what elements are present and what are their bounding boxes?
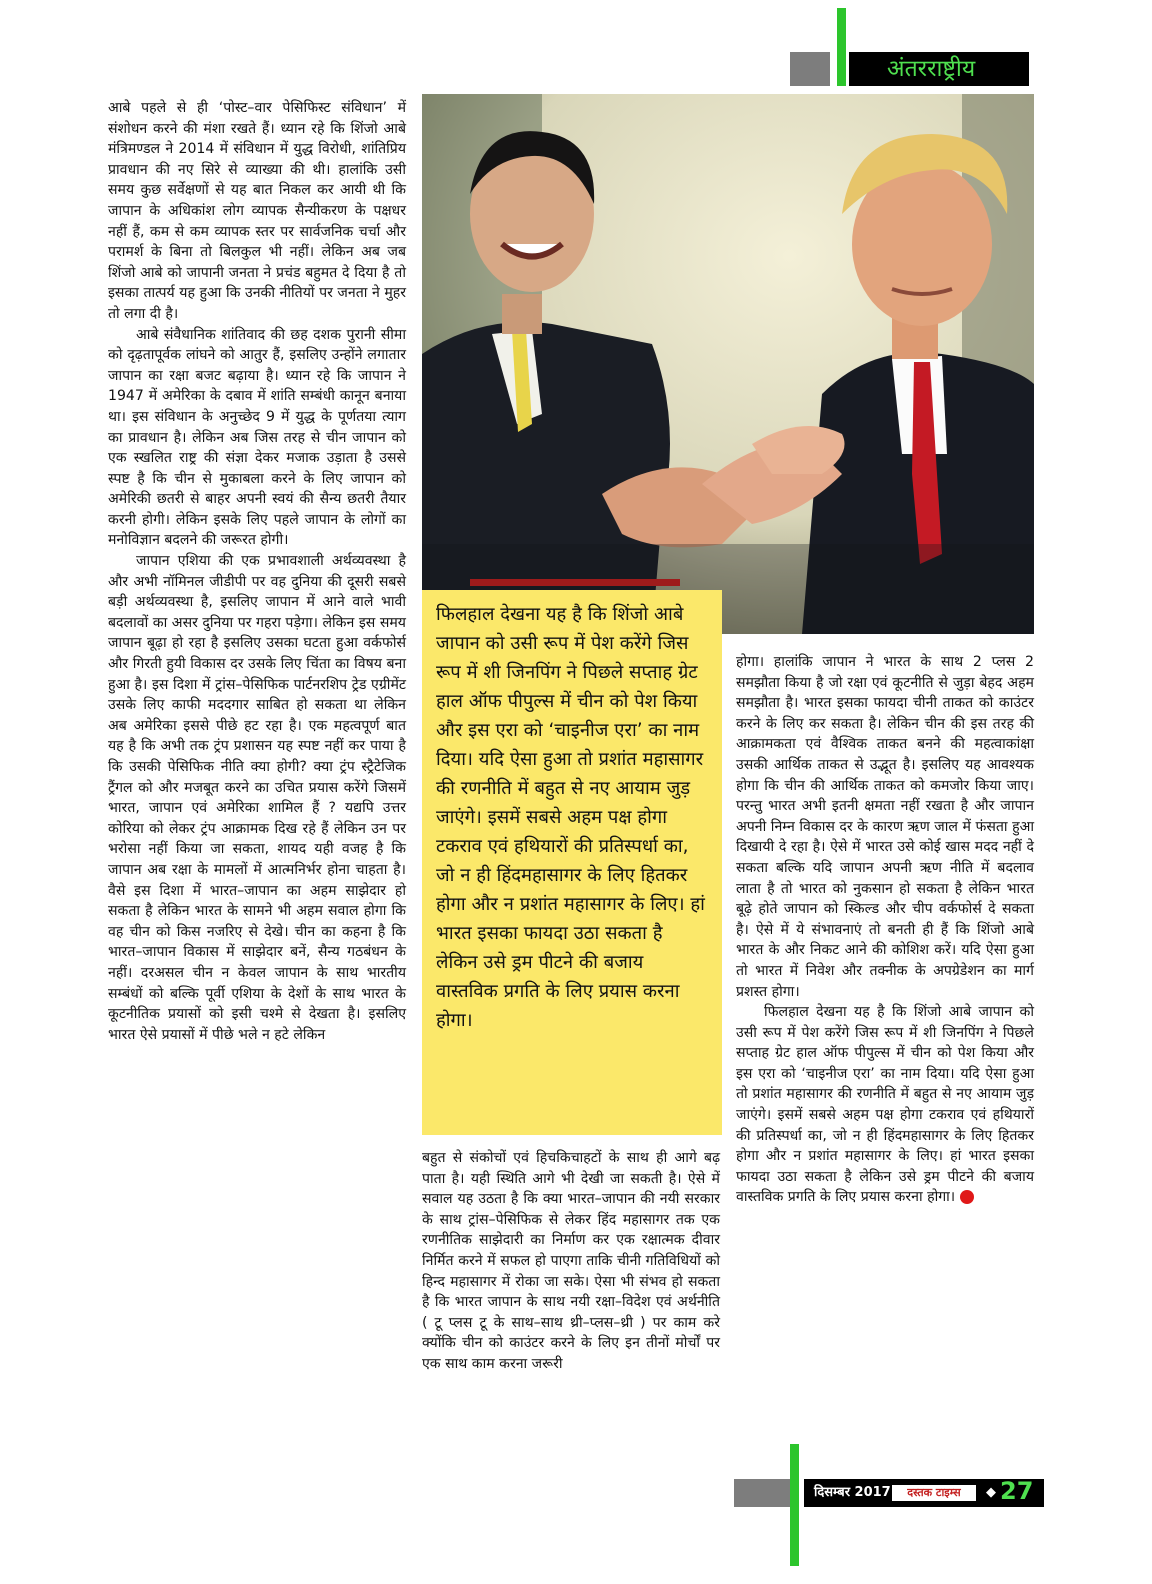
article-column-2 bbox=[422, 1148, 720, 1375]
section-header bbox=[849, 52, 1029, 86]
paragraph-final bbox=[736, 1002, 1034, 1208]
issue-date: दिसम्बर 2017 bbox=[814, 1485, 891, 1500]
pull-quote bbox=[422, 590, 722, 1135]
article-column-1 bbox=[108, 98, 406, 1045]
footer-gray-block bbox=[734, 1479, 794, 1507]
magazine-logo: दस्तक टाइम्स bbox=[892, 1485, 976, 1501]
paragraph: होगा। हालांकि जापान ने भारत के साथ 2 प्लस 2 समझौता किया है जो रक्षा एवं कूटनीति से जुड़ा बेहद अहम समझौता है। भारत इसका फायदा चीनी ताकत को काउंटर करने के लिए कर सकता है। लेकिन चीन की इस तरह की आक्रामकता एवं वैश्विक ताकत बनने की महत्वाकांक्षा उसकी आर्थिक ताकत से उद्भूत है। इसलिए यह आवश्यक होगा कि चीन की आर्थिक ताकत को कमजोर किया जाए। परन्तु भारत अभी इतनी क्षमता नहीं रखता है और जापान अपनी निम्न विकास दर के कारण ऋण जाल में फंसता हुआ दिखायी दे रहा है। ऐसे में भारत उसे कोई खास मदद नहीं दे सकता बल्कि यदि जापान अपनी ऋण नीति में बदलाव लाता है तो भारत को नुकसान हो सकता है लेकिन भारत बूढ़े होते जापान को स्किल्ड और चीप वर्कफोर्स दे सकता है। ऐसे में ये संभावनाएं तो बनती ही हैं कि शिंजो आबे भारत के और निकट आने की कोशिश करें। यदि ऐसा हुआ तो भारत में निवेश और तक्नीक के अपग्रेडेशन का मार्ग प्रशस्त होगा। bbox=[736, 654, 1034, 1000]
paragraph-text: फिलहाल देखना यह है कि शिंजो आबे जापान को उसी रूप में पेश करेंगे जिस रूप में शी जिनपिंग ने पिछले सप्ताह ग्रेट हाल ऑफ पीपुल्स में चीन को पेश किया और इस एरा को ‘चाइनीज एरा’ का नाम दिया। यदि ऐसा हुआ तो प्रशांत महासागर की रणनीति में बहुत से नए आयाम जुड़ जाएंगे। इसमें सबसे अहम पक्ष होगा टकराव एवं हथियारों की प्रतिस्पर्धा का, जो न ही हिंदमहासागर के लिए हितकर होगा और न प्रशांत महासागर के लिए। हां भारत इसका फायदा उठा सकता है लेकिन उसे ड्रम पीटने की बजाय वास्तविक प्रगति के लिए प्रयास करना होगा। bbox=[736, 1004, 1034, 1206]
separator-icon: ◆ bbox=[986, 1485, 996, 1500]
section-title: अंतरराष्ट्रीय bbox=[887, 56, 976, 82]
header-accent-bar bbox=[837, 8, 846, 86]
paragraph: आबे पहले से ही ‘पोस्ट–वार पेसिफिस्ट संविधान’ में संशोधन करने की मंशा रखते हैं। ध्यान रहे कि शिंजो आबे मंत्रिमण्डल ने 2014 में संविधान में युद्ध विरोधी, शांतिप्रिय प्रावधान की नए सिरे से व्याख्या की थी। हालांकि उसी समय कुछ सर्वेक्षणों से यह बात निकल कर आयी थी कि जापान के अधिकांश लोग व्यापक सैन्यीकरण के पक्षधर नहीं हैं, कम से कम व्यापक स्तर पर सार्वजनिक चर्चा और परामर्श के बिना तो बिलकुल भी नहीं। लेकिन अब जब शिंजो आबे को जापानी जनता ने प्रचंड बहुमत दे दिया है तो इसका तात्पर्य यह हुआ कि उनकी नीतियों पर जनता ने मुहर तो लगा दी है। bbox=[108, 100, 406, 322]
pull-quote-text: फिलहाल देखना यह है कि शिंजो आबे जापान को उसी रूप में पेश करेंगे जिस रूप में शी जिनपिंग ने पिछले सप्ताह ग्रेट हाल ऑफ पीपुल्स में चीन को पेश किया और इस एरा को ‘चाइनीज एरा’ का नाम दिया। यदि ऐसा हुआ तो प्रशांत महासागर की रणनीति में बहुत से नए आयाम जुड़ जाएंगे। इसमें सबसे अहम पक्ष होगा टकराव एवं हथियारों की प्रतिस्पर्धा का, जो न ही हिंदमहासागर के लिए हितकर होगा और न प्रशांत महासागर के लिए। हां भारत इसका फायदा उठा सकता है लेकिन उसे ड्रम पीटने की बजाय वास्तविक प्रगति के लिए प्रयास करना होगा। bbox=[436, 604, 705, 1031]
header-gray-block bbox=[790, 52, 830, 86]
paragraph: बहुत से संकोचों एवं हिचकिचाहटों के साथ ही आगे बढ़ पाता है। यही स्थिति आगे भी देखी जा सकती है। ऐसे में सवाल यह उठता है कि क्या भारत–जापान की नयी सरकार के साथ ट्रांस–पेसिफिक से लेकर हिंद महासागर तक एक रणनीतिक साझेदारी का निर्माण कर एक रक्षात्मक दीवार निर्मित करने में सफल हो पाएगा ताकि चीनी गतिविधियों को हिन्द महासागर में रोका जा सके। ऐसा भी संभव हो सकता है कि भारत जापान के साथ नयी रक्षा–विदेश एवं अर्थनीति ( टू प्लस टू के साथ–साथ थ्री–प्लस–थ्री ) पर काम करे क्योंकि चीन को काउंटर करने के लिए इन तीनों मोर्चों पर एक साथ काम करना जरूरी bbox=[422, 1150, 720, 1372]
page-number: 27 bbox=[1000, 1477, 1034, 1505]
paragraph: आबे संवैधानिक शांतिवाद की छह दशक पुरानी सीमा को दृढ़तापूर्वक लांघने को आतुर हैं, इसलिए उन्होंने लगातार जापान का रक्षा बजट बढ़ाया है। ध्यान रहे कि जापान ने 1947 में अमेरिका के दबाव में शांति सम्बंधी कानून बनाया था। इस संविधान के अनुच्छेद 9 में युद्ध के पूर्णतया त्याग का प्रावधान है। लेकिन अब जिस तरह से चीन जापान को एक स्खलित राष्ट्र की संज्ञा देकर मजाक उड़ाता है उससे स्पष्ट है कि चीन से मुकाबला करने के लिए जापान को अमेरिकी छतरी से बाहर अपनी स्वयं की सैन्य छतरी तैयार करनी होगी। लेकिन इसके लिए पहले जापान के लोगों का मनोविज्ञान बदलने की जरूरत होगी। bbox=[108, 326, 406, 549]
page-footer bbox=[804, 1479, 1044, 1507]
end-mark-icon bbox=[960, 1190, 974, 1204]
article-photo-handshake bbox=[422, 94, 1034, 634]
article-column-3 bbox=[736, 652, 1034, 1208]
paragraph: जापान एशिया की एक प्रभावशाली अर्थव्यवस्था है और अभी नॉमिनल जीडीपी पर वह दुनिया की दूसरी सबसे बड़ी अर्थव्यवस्था है, इसलिए जापान में आने वाले भावी बदलावों का असर दुनिया पर गहरा पड़ेगा। लेकिन इस समय जापान बूढ़ा हो रहा है इसलिए उसका घटता हुआ वर्कफोर्स और गिरती हुयी विकास दर उसके लिए चिंता का विषय बना हुआ है। इस दिशा में ट्रांस–पेसिफिक पार्टनरशिप ट्रेड एग्रीमेंट उसके लिए काफी मददगार साबित हो सकता था लेकिन अब अमेरिका इससे पीछे हट रहा है। एक महत्वपूर्ण बात यह है कि अभी तक ट्रंप प्रशासन यह स्पष्ट नहीं कर पाया है कि उसकी पेसिफिक नीति क्या होगी? क्या ट्रंप स्ट्रैटेजिक ट्रैंगल को और मजबूत करने का उचित प्रयास करेंगे जिसमें भारत, जापान एवं अमेरिका शामिल हैं ? यद्यपि उत्तर कोरिया को लेकर ट्रंप आक्रामक दिख रहे हैं लेकिन उन पर भरोसा नहीं किया जा सकता, शायद यही वजह है कि जापान अब रक्षा के मामलों में आत्मनिर्भर होना चाहता है। वैसे इस दिशा में भारत–जापान का अहम साझेदार हो सकता है लेकिन भारत के सामने भी अहम सवाल होगा कि वह चीन को किस नजरिए से देखे। चीन का कहना है कि भारत–जापान विकास में साझेदार बनें, सैन्य गठबंधन के नहीं। दरअसल चीन न केवल जापान के साथ भारतीय सम्बंधों को बल्कि पूर्वी एशिया के देशों के साथ भारत के कूटनीतिक प्रयासों को इसी चश्मे से देखता है। इसलिए भारत ऐसे प्रयासों में पीछे भले न हटे लेकिन bbox=[108, 553, 406, 1043]
quote-accent-bar bbox=[470, 579, 680, 586]
footer-accent-bar bbox=[790, 1444, 799, 1566]
